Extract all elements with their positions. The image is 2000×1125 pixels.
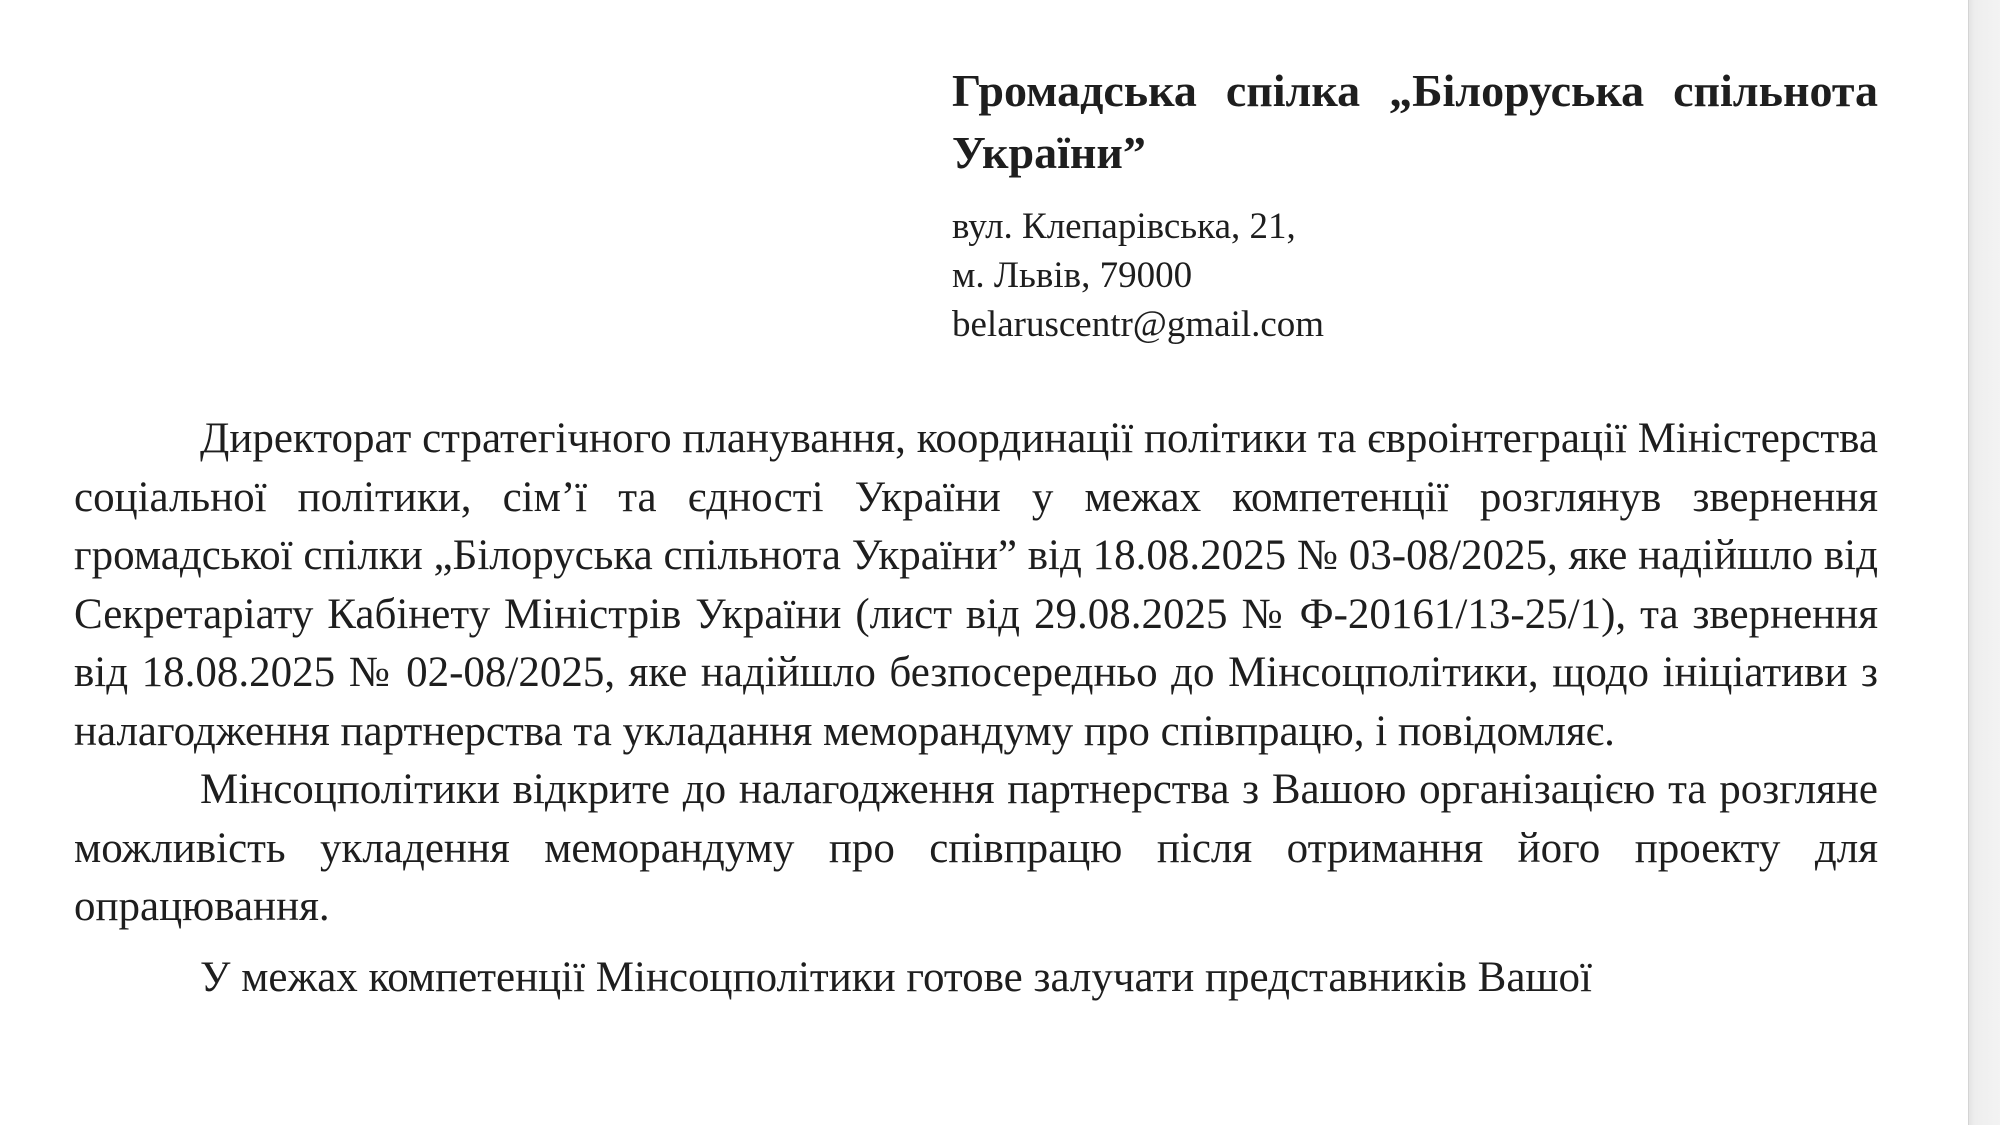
body-paragraph-3: У межах компетенції Мінсоцполітики готове залучати представників Вашої [200,953,1592,1001]
recipient-address [952,202,1878,349]
recipient-name: Громадська спілка „Білоруська спільнота України” [952,65,1878,178]
body-paragraph-1: Директорат стратегічного планування, координації політики та євроінтеграції Міністерства соціальної політики, сім’ї та єдності України у межах компетенції розглянув звернення громадської спілки „Білоруська спільнота України” від 18.08.2025 № 03-08/2025, яке надійшло від Секретаріату Кабінету Міністрів України (лист від 29.08.2025 № Ф-20161/13-25/1), та звернення від 18.08.2025 № 02-08/2025, яке надійшло безпосередньо до Мінсоцполітики, щодо ініціативи з налагодження партнерства та укладання меморандуму про співпрацю, і повідомляє. [74,415,1878,755]
body-paragraph-2: Мінсоцполітики відкрите до налагодження партнерства з Вашою організацією та розгляне можливість укладення меморандуму про співпрацю після отримання його проекту для опрацювання. [74,766,1878,930]
address-street: вул. Клепарівська, 21, [952,206,1296,247]
letter-body [74,410,1878,1007]
page-edge-shadow [1968,0,2000,1125]
recipient-block [952,60,1878,349]
address-email: belaruscentr@gmail.com [952,304,1325,345]
address-city: м. Львів, 79000 [952,255,1193,296]
